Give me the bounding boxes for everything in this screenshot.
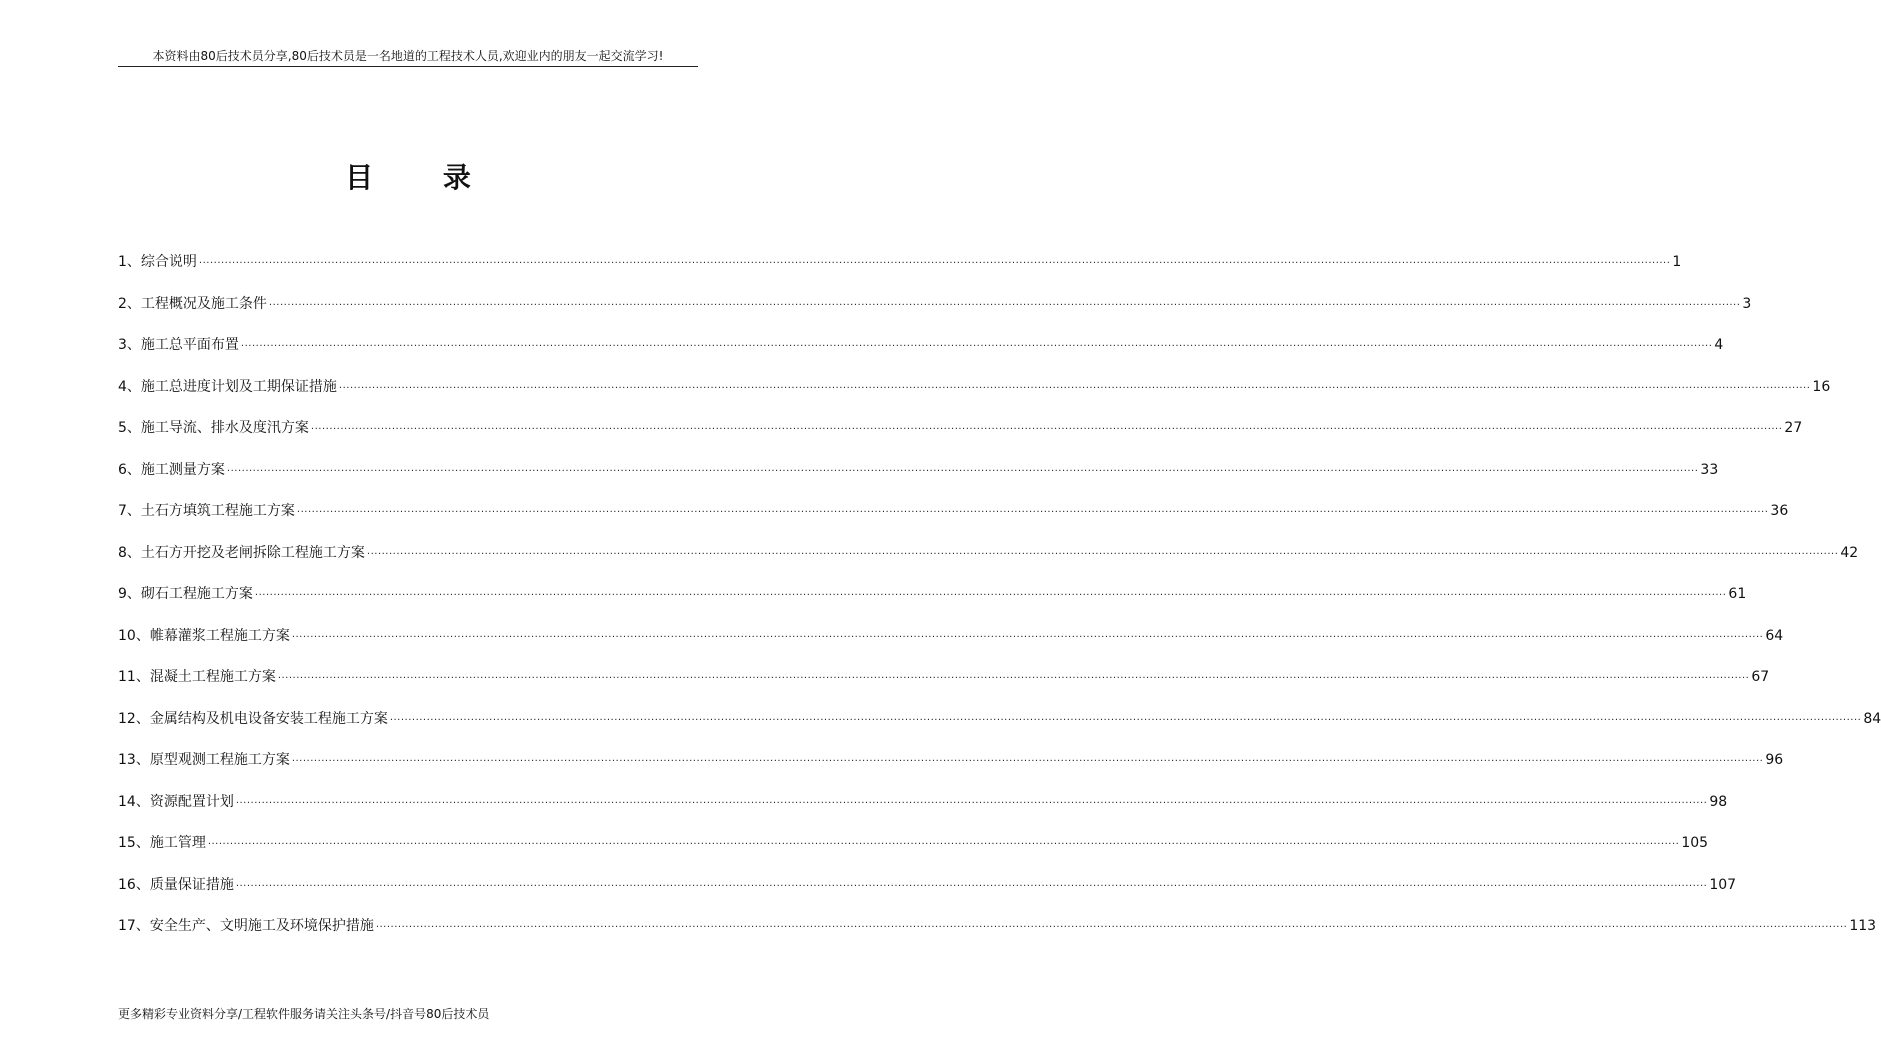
toc-entry-label: 16、质量保证措施 [118,876,234,893]
toc-entry-page: 64 [1765,627,1784,644]
toc-entry-page: 33 [1700,461,1719,478]
toc-entry-label: 9、砌石工程施工方案 [118,586,253,602]
toc-entry-page: 67 [1751,669,1770,685]
toc-entry[interactable] [118,294,1752,336]
page-title: 目 录 [345,161,501,194]
toc-entry[interactable] [118,916,1877,958]
toc-entry[interactable] [118,875,1737,917]
toc-entry-label: 5、施工导流、排水及度汛方案 [118,420,309,436]
toc-entry[interactable] [118,792,1728,834]
page-footer: 更多精彩专业资料分享/工程软件服务请关注头条号/抖音号80后技术员 [118,1007,490,1021]
toc-entry-page: 16 [1812,378,1831,395]
toc-entry-page: 107 [1709,876,1737,893]
toc-dot-leader: ················································································································································································································································································································································································································ [198,258,1671,269]
toc-entry-page: 4 [1714,337,1724,353]
toc-dot-leader: ················································································································································································································································································································································································································ [240,341,1713,352]
toc-entry-label: 4、施工总进度计划及工期保证措施 [118,378,337,395]
toc-entry-label: 10、帷幕灌浆工程施工方案 [118,627,290,644]
toc-dot-leader: ················································································································································································································································································································································································································ [291,631,1764,643]
toc-entry-label: 8、土石方开挖及老闸拆除工程施工方案 [118,544,365,561]
toc-entry-page: 96 [1765,752,1784,768]
toc-entry[interactable] [118,501,1789,543]
toc-entry[interactable] [118,335,1724,377]
toc-dot-leader: ················································································································································································································································································································································································································ [207,839,1680,850]
toc-entry[interactable] [118,750,1784,792]
toc-dot-leader: ················································································································································································································································································································································································································ [296,507,1769,518]
toc-entry-label: 17、安全生产、文明施工及环境保护措施 [118,918,374,934]
toc-entry-label: 1、综合说明 [118,254,197,270]
toc-dot-leader: ················································································································································································································································································································································································································ [338,382,1811,394]
toc-entry-page: 113 [1849,918,1877,934]
toc-entry[interactable] [118,667,1770,709]
toc-dot-leader: ················································································································································································································································································································································································································ [375,922,1848,933]
toc-entry[interactable] [118,543,1859,585]
toc-entry-label: 7、土石方填筑工程施工方案 [118,503,295,519]
toc-dot-leader: ················································································································································································································································································································································································································ [268,299,1741,311]
toc-entry-page: 3 [1742,295,1752,312]
toc-dot-leader: ················································································································································································································································································································································································································ [366,548,1839,560]
toc-dot-leader: ················································································································································································································································································································································································································ [389,714,1862,726]
toc-entry[interactable] [118,584,1747,626]
toc-entry-page: 36 [1770,503,1789,519]
toc-entry-label: 13、原型观测工程施工方案 [118,752,290,768]
toc-entry-label: 15、施工管理 [118,835,206,851]
toc-entry-page: 105 [1681,835,1709,851]
toc-entry-page: 61 [1728,586,1747,602]
toc-entry-label: 6、施工测量方案 [118,461,225,478]
toc-dot-leader: ················································································································································································································································································································································································································ [254,590,1727,601]
toc-entry[interactable] [118,252,1682,294]
toc-dot-leader: ················································································································································································································································································································································································································ [235,880,1708,892]
toc-entry-page: 98 [1709,793,1728,810]
toc-dot-leader: ················································································································································································································································································································································································································ [291,756,1764,767]
toc-entry-label: 2、工程概况及施工条件 [118,295,267,312]
page-header: 本资料由80后技术员分享,80后技术员是一名地道的工程技术人员,欢迎业内的朋友一起交流学习! [118,48,698,67]
toc-entry[interactable] [118,460,1719,502]
toc-entry-label: 14、资源配置计划 [118,793,234,810]
toc-entry-page: 27 [1784,420,1803,436]
toc-dot-leader: ················································································································································································································································································································································································································ [277,673,1750,684]
toc-entry-label: 11、混凝土工程施工方案 [118,669,276,685]
toc-dot-leader: ················································································································································································································································································································································································································ [235,797,1708,809]
toc-entry[interactable] [118,626,1784,668]
toc-dot-leader: ················································································································································································································································································································································································································ [226,465,1699,477]
toc-entry-page: 1 [1672,254,1682,270]
toc-entry[interactable] [118,833,1709,875]
toc-entry-page: 42 [1840,544,1859,561]
toc-entry[interactable] [118,709,1881,751]
toc-entry-label: 3、施工总平面布置 [118,337,239,353]
toc-dot-leader: ················································································································································································································································································································································································································ [310,424,1783,435]
table-of-contents [118,252,1881,958]
toc-entry[interactable] [118,377,1831,419]
toc-entry[interactable] [118,418,1803,460]
toc-entry-page: 84 [1863,710,1881,727]
toc-entry-label: 12、金属结构及机电设备安装工程施工方案 [118,710,388,727]
